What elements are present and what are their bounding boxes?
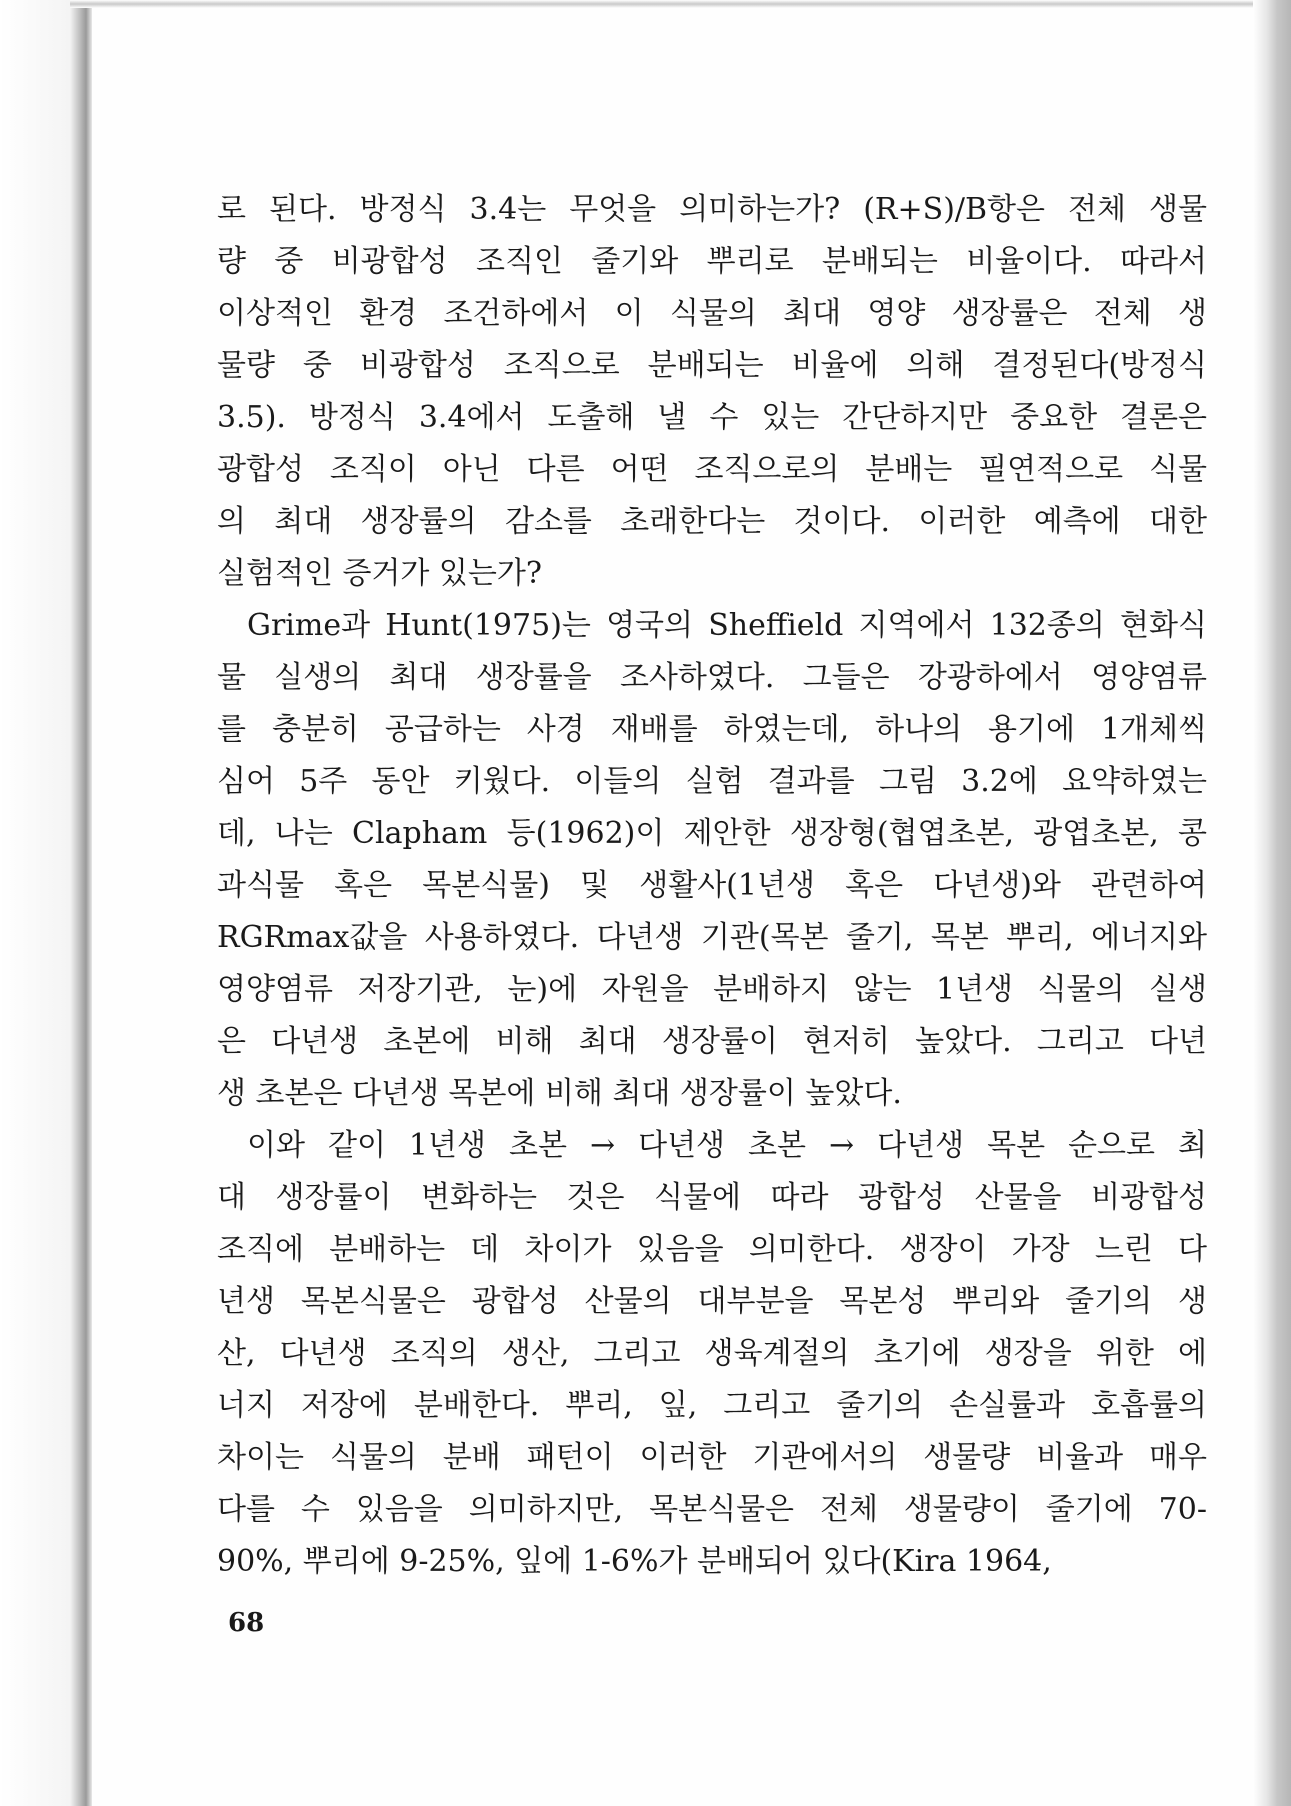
text-line: 차이는 식물의 분배 패턴이 이러한 기관에서의 생물량 비율과 매우 — [217, 1440, 1207, 1475]
page-right-edge-shadow — [1253, 0, 1291, 1806]
text-line: 과식물 혹은 목본식물) 및 생활사(1년생 혹은 다년생)와 관련하여 — [217, 868, 1207, 903]
text-line: 물량 중 비광합성 조직으로 분배되는 비율에 의해 결정된다(방정식 — [217, 348, 1207, 383]
text-line: 실험적인 증거가 있는가? — [217, 556, 542, 591]
text-line: 물 실생의 최대 생장률을 조사하였다. 그들은 강광하에서 영양염류 — [217, 660, 1207, 695]
text-line: 의 최대 생장률의 감소를 초래한다는 것이다. 이러한 예측에 대한 — [217, 504, 1207, 539]
paragraph — [217, 600, 1207, 1120]
page-number: 68 — [228, 1608, 265, 1638]
text-line: 영양염류 저장기관, 눈)에 자원을 분배하지 않는 1년생 식물의 실생 — [217, 972, 1207, 1007]
text-line: 심어 5주 동안 키웠다. 이들의 실험 결과를 그림 3.2에 요약하였는 — [217, 764, 1207, 799]
text-line: 다를 수 있음을 의미하지만, 목본식물은 전체 생물량이 줄기에 70- — [217, 1492, 1207, 1527]
text-line: 은 다년생 초본에 비해 최대 생장률이 현저히 높았다. 그리고 다년 — [217, 1024, 1207, 1059]
book-spine-shadow — [0, 0, 92, 1806]
text-line: 를 충분히 공급하는 사경 재배를 하였는데, 하나의 용기에 1개체씩 — [217, 712, 1207, 747]
page-sheet — [92, 8, 1253, 1806]
text-line: 이상적인 환경 조건하에서 이 식물의 최대 영양 생장률은 전체 생 — [217, 296, 1207, 331]
text-line: 조직에 분배하는 데 차이가 있음을 의미한다. 생장이 가장 느린 다 — [217, 1232, 1207, 1267]
text-line: 데, 나는 Clapham 등(1962)이 제안한 생장형(협엽초본, 광엽초본, 콩 — [217, 816, 1207, 851]
body-text — [217, 184, 1207, 1588]
text-line: 90%, 뿌리에 9-25%, 잎에 1-6%가 분배되어 있다(Kira 1964, — [217, 1544, 1052, 1579]
text-line: 로 된다. 방정식 3.4는 무엇을 의미하는가? (R+S)/B항은 전체 생물 — [217, 192, 1207, 227]
text-line: 광합성 조직이 아닌 다른 어떤 조직으로의 분배는 필연적으로 식물 — [217, 452, 1207, 487]
paragraph — [217, 184, 1207, 600]
text-line: 생 초본은 다년생 목본에 비해 최대 생장률이 높았다. — [217, 1076, 902, 1111]
text-line: 이와 같이 1년생 초본 → 다년생 초본 → 다년생 목본 순으로 최 — [247, 1128, 1207, 1163]
paragraph — [217, 1120, 1207, 1588]
text-line: 산, 다년생 조직의 생산, 그리고 생육계절의 초기에 생장을 위한 에 — [217, 1336, 1207, 1371]
text-line: 년생 목본식물은 광합성 산물의 대부분을 목본성 뿌리와 줄기의 생 — [217, 1284, 1207, 1319]
text-line: 3.5). 방정식 3.4에서 도출해 낼 수 있는 간단하지만 중요한 결론은 — [217, 400, 1207, 435]
text-line: 량 중 비광합성 조직인 줄기와 뿌리로 분배되는 비율이다. 따라서 — [217, 244, 1207, 279]
text-line: 대 생장률이 변화하는 것은 식물에 따라 광합성 산물을 비광합성 — [217, 1180, 1207, 1215]
text-line: Grime과 Hunt(1975)는 영국의 Sheffield 지역에서 132종의 현화식 — [247, 608, 1207, 643]
page-top-edge — [70, 0, 1291, 8]
text-line: RGRmax값을 사용하였다. 다년생 기관(목본 줄기, 목본 뿌리, 에너지와 — [217, 920, 1207, 955]
text-line: 너지 저장에 분배한다. 뿌리, 잎, 그리고 줄기의 손실률과 호흡률의 — [217, 1388, 1207, 1423]
